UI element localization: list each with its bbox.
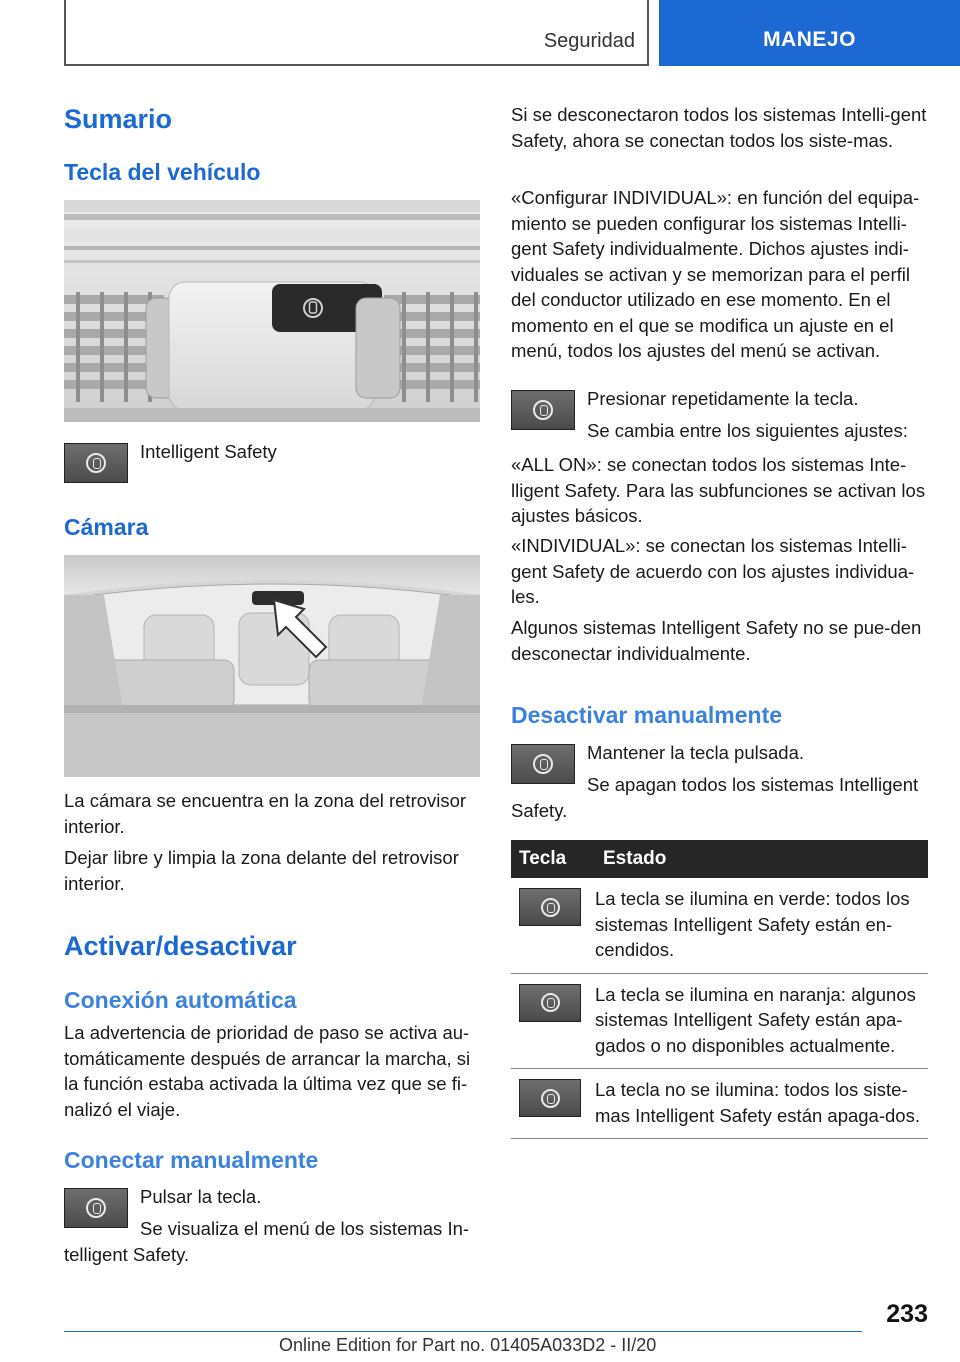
heading-camara: Cámara (64, 514, 149, 540)
table-cell-state: La tecla se ilumina en verde: todos los sistemas Intelligent Safety están en‐cendidos. (595, 878, 928, 973)
caption-intelligent-safety: Intelligent Safety (140, 441, 277, 462)
step-mantener-result: Se apagan todos los sistemas Intelligent Safety. (511, 774, 919, 821)
conectar-result: Se visualiza el menú de los sistemas In‐telligent Safety. (64, 1218, 470, 1265)
right-paragraph-configurar: «Configurar INDIVIDUAL»: en función del equipa‐miento se pueden configurar los sistemas Intelli‐gent Safety individualmente. Dichos ajustes indi‐viduales se activan y se memorizan para el perfil del conductor utilizado en ese momento. En el momento en el que se modifica un ajuste en el menú, todos los ajustes del menú se activan. (511, 187, 920, 361)
button-orange-icon (519, 984, 581, 1022)
conectar-step: Pulsar la tecla. (140, 1186, 262, 1207)
heading-sumario: Sumario (64, 104, 173, 134)
table-cell-icon (511, 973, 595, 1069)
conexion-paragraph: La advertencia de prioridad de paso se activa au‐tomáticamente después de arrancar la marcha, si la función estaba activada la última vez que se fi‐nalizó el viaje. (64, 1022, 471, 1120)
table-header-row (511, 840, 928, 878)
heading-desactivar-manualmente: Desactivar manualmente (511, 702, 783, 728)
heading-tecla-vehiculo: Tecla del vehículo (64, 159, 261, 185)
camara-paragraph-2: Dejar libre y limpia la zona delante del retrovisor interior. (64, 847, 459, 894)
intelligent-safety-button-icon (64, 443, 128, 483)
footer-edition: Online Edition for Part no. 01405A033D2 - II/20 (279, 1335, 657, 1355)
footer-divider (64, 1331, 862, 1332)
header-chapter-tab: MANEJO (659, 0, 960, 66)
table-cell-state: La tecla se ilumina en naranja: algunos sistemas Intelligent Safety están apa‐gados o no disponibles actualmente. (595, 973, 928, 1069)
table-row (511, 1069, 928, 1139)
heading-conexion-automatica: Conexión automática (64, 987, 297, 1013)
button-green-icon (519, 888, 581, 926)
camara-paragraph-1: La cámara se encuentra en la zona del retrovisor interior. (64, 790, 467, 837)
step-presionar-result: Se cambia entre los siguientes ajustes: (587, 420, 908, 441)
table-cell-state: La tecla no se ilumina: todos los siste‐mas Intelligent Safety están apaga‐dos. (595, 1069, 928, 1139)
button-off-icon (519, 1079, 581, 1117)
right-paragraph-all-on: «ALL ON»: se conectan todos los sistemas Inte‐lligent Safety. Para las subfunciones se activan los ajustes básicos. (511, 454, 926, 526)
camera-location-photo (64, 555, 480, 777)
step-presionar: Presionar repetidamente la tecla. (587, 388, 859, 409)
header-section-title: Seguridad (543, 30, 635, 52)
intelligent-safety-button-icon (511, 390, 575, 430)
table-header-tecla: Tecla (511, 840, 595, 878)
button-state-table (511, 840, 928, 1139)
right-paragraph-individual: «INDIVIDUAL»: se conectan los sistemas Intelli‐gent Safety de acuerdo con los ajustes individua‐les. (511, 535, 915, 607)
table-cell-icon (511, 1069, 595, 1139)
header-section-box (64, 0, 649, 66)
step-mantener: Mantener la tecla pulsada. (587, 742, 804, 763)
heading-conectar-manualmente: Conectar manualmente (64, 1147, 319, 1173)
right-paragraph-1: Si se desconectaron todos los sistemas Intelli‐gent Safety, ahora se conectan todos los siste‐mas. (511, 104, 927, 151)
table-header-estado: Estado (595, 840, 928, 878)
table-row (511, 878, 928, 973)
table-cell-icon (511, 878, 595, 973)
page-number: 233 (886, 1300, 928, 1328)
table-row (511, 973, 928, 1069)
dashboard-button-photo (64, 200, 480, 422)
right-paragraph-algunos: Algunos sistemas Intelligent Safety no se pue‐den desconectar individualmente. (511, 617, 922, 664)
heading-activar-desactivar: Activar/desactivar (64, 931, 297, 961)
